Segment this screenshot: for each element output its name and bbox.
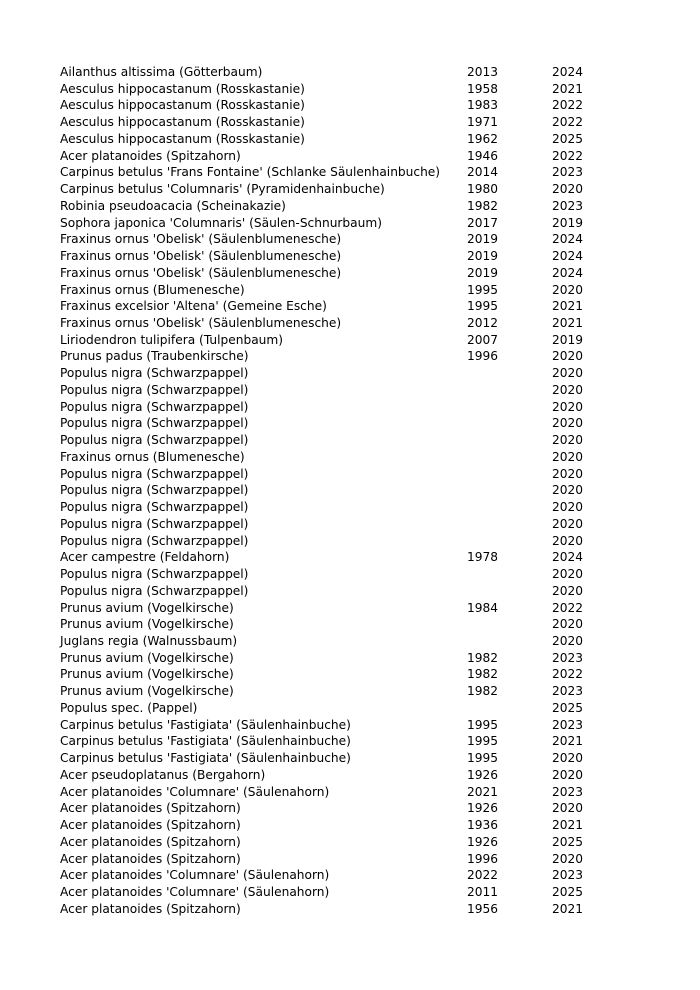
inspection-year-cell: 2020	[552, 500, 584, 515]
inspection-year-cell: 2024	[552, 265, 584, 280]
planting-year-cell: 1982	[467, 650, 499, 665]
inspection-year-cell: 2020	[552, 349, 584, 364]
table-row	[60, 750, 612, 767]
table-row	[60, 834, 612, 851]
inspection-year-cell: 2020	[552, 801, 584, 816]
table-row	[60, 399, 612, 416]
inspection-year-cell: 2022	[552, 600, 584, 615]
tree-species-cell: Prunus avium (Vogelkirsche)	[60, 684, 234, 699]
inspection-year-cell: 2022	[552, 148, 584, 163]
planting-year-cell	[467, 516, 552, 533]
tree-species-cell: Aesculus hippocastanum (Rosskastanie)	[60, 131, 305, 146]
planting-year-cell: 2014	[467, 165, 499, 180]
planting-year-cell: 1996	[467, 349, 499, 364]
planting-year-cell	[467, 466, 552, 483]
table-row	[60, 600, 612, 617]
inspection-year-cell: 2023	[552, 165, 584, 180]
table-row	[60, 148, 612, 165]
inspection-year-cell: 2023	[552, 784, 584, 799]
table-row	[60, 415, 612, 432]
planting-year-cell: 1995	[467, 734, 499, 749]
table-row	[60, 382, 612, 399]
inspection-year-cell: 2019	[552, 215, 584, 230]
tree-species-cell: Carpinus betulus 'Fastigiata' (Säulenhainbuche)	[60, 734, 351, 749]
table-row	[60, 549, 612, 566]
table-row	[60, 164, 612, 181]
planting-year-cell: 1984	[467, 600, 499, 615]
planting-year-cell: 2019	[467, 249, 499, 264]
tree-species-cell: Prunus avium (Vogelkirsche)	[60, 617, 234, 632]
tree-species-cell: Fraxinus ornus 'Obelisk' (Säulenblumenesche)	[60, 249, 342, 264]
planting-year-cell	[467, 700, 552, 717]
inspection-year-cell: 2021	[552, 901, 584, 916]
table-row	[60, 616, 612, 633]
inspection-year-cell: 2020	[552, 399, 584, 414]
table-row	[60, 666, 612, 683]
planting-year-cell: 1995	[467, 282, 499, 297]
planting-year-cell: 2013	[467, 65, 499, 79]
tree-species-cell: Carpinus betulus 'Columnaris' (Pyramidenhainbuche)	[60, 182, 385, 197]
table-row	[60, 482, 612, 499]
planting-year-cell: 1971	[467, 115, 499, 130]
inspection-year-cell: 2020	[552, 617, 584, 632]
planting-year-cell: 1983	[467, 98, 499, 113]
inspection-year-cell: 2020	[552, 583, 584, 598]
inspection-year-cell: 2021	[552, 81, 584, 96]
tree-species-cell: Prunus avium (Vogelkirsche)	[60, 667, 234, 682]
inspection-year-cell: 2023	[552, 198, 584, 213]
table-row	[60, 298, 612, 315]
planting-year-cell: 2007	[467, 332, 499, 347]
table-row	[60, 516, 612, 533]
tree-species-cell: Populus nigra (Schwarzpappel)	[60, 382, 249, 397]
planting-year-cell: 1926	[467, 801, 499, 816]
table-row	[60, 633, 612, 650]
planting-year-cell	[467, 399, 552, 416]
tree-species-cell: Populus nigra (Schwarzpappel)	[60, 366, 249, 381]
table-row	[60, 181, 612, 198]
table-row	[60, 650, 612, 667]
planting-year-cell: 1982	[467, 198, 499, 213]
tree-species-cell: Carpinus betulus 'Fastigiata' (Säulenhainbuche)	[60, 751, 351, 766]
inspection-year-cell: 2020	[552, 382, 584, 397]
tree-species-cell: Acer pseudoplatanus (Bergahorn)	[60, 767, 266, 782]
inspection-year-cell: 2020	[552, 466, 584, 481]
table-row	[60, 449, 612, 466]
inspection-year-cell: 2024	[552, 249, 584, 264]
planting-year-cell	[467, 482, 552, 499]
table-row	[60, 248, 612, 265]
inspection-year-cell: 2025	[552, 131, 584, 146]
planting-year-cell: 1980	[467, 182, 499, 197]
inspection-year-cell: 2020	[552, 366, 584, 381]
table-row	[60, 81, 612, 98]
planting-year-cell: 2022	[467, 868, 499, 883]
inspection-year-cell: 2021	[552, 818, 584, 833]
planting-year-cell: 1956	[467, 901, 499, 916]
tree-species-cell: Acer platanoides (Spitzahorn)	[60, 818, 241, 833]
tree-species-cell: Populus nigra (Schwarzpappel)	[60, 466, 249, 481]
table-row	[60, 348, 612, 365]
table-row	[60, 700, 612, 717]
inspection-year-cell: 2024	[552, 65, 584, 79]
inspection-year-cell: 2023	[552, 717, 584, 732]
table-row	[60, 800, 612, 817]
tree-species-cell: Populus nigra (Schwarzpappel)	[60, 416, 249, 431]
planting-year-cell: 1946	[467, 148, 499, 163]
tree-species-cell: Aesculus hippocastanum (Rosskastanie)	[60, 115, 305, 130]
inspection-year-cell: 2020	[552, 533, 584, 548]
tree-species-cell: Populus nigra (Schwarzpappel)	[60, 516, 249, 531]
inspection-year-cell: 2020	[552, 449, 584, 464]
table-row	[60, 717, 612, 734]
inspection-year-cell: 2021	[552, 734, 584, 749]
tree-list-table	[60, 64, 612, 917]
table-row	[60, 683, 612, 700]
planting-year-cell: 1958	[467, 81, 499, 96]
planting-year-cell: 1962	[467, 131, 499, 146]
tree-species-cell: Prunus avium (Vogelkirsche)	[60, 600, 234, 615]
inspection-year-cell: 2025	[552, 884, 584, 899]
tree-species-cell: Prunus padus (Traubenkirsche)	[60, 349, 249, 364]
planting-year-cell: 1996	[467, 851, 499, 866]
inspection-year-cell: 2020	[552, 516, 584, 531]
planting-year-cell	[467, 633, 552, 650]
inspection-year-cell: 2025	[552, 834, 584, 849]
planting-year-cell: 1982	[467, 667, 499, 682]
planting-year-cell: 2019	[467, 232, 499, 247]
tree-list-body	[60, 64, 612, 917]
inspection-year-cell: 2025	[552, 700, 584, 715]
tree-species-cell: Acer platanoides (Spitzahorn)	[60, 851, 241, 866]
planting-year-cell: 1926	[467, 834, 499, 849]
inspection-year-cell: 2024	[552, 550, 584, 565]
table-row	[60, 114, 612, 131]
table-row	[60, 466, 612, 483]
table-row	[60, 198, 612, 215]
tree-species-cell: Fraxinus ornus 'Obelisk' (Säulenblumenesche)	[60, 316, 342, 331]
planting-year-cell: 2017	[467, 215, 499, 230]
planting-year-cell	[467, 583, 552, 600]
inspection-year-cell: 2020	[552, 767, 584, 782]
planting-year-cell	[467, 616, 552, 633]
planting-year-cell: 2011	[467, 884, 499, 899]
planting-year-cell: 2012	[467, 316, 499, 331]
tree-species-cell: Prunus avium (Vogelkirsche)	[60, 650, 234, 665]
planting-year-cell	[467, 382, 552, 399]
table-row	[60, 767, 612, 784]
inspection-year-cell: 2020	[552, 282, 584, 297]
tree-species-cell: Aesculus hippocastanum (Rosskastanie)	[60, 98, 305, 113]
inspection-year-cell: 2020	[552, 567, 584, 582]
inspection-year-cell: 2020	[552, 751, 584, 766]
planting-year-cell: 1995	[467, 751, 499, 766]
table-row	[60, 365, 612, 382]
table-row	[60, 315, 612, 332]
inspection-year-cell: 2020	[552, 433, 584, 448]
inspection-year-cell: 2024	[552, 232, 584, 247]
table-row	[60, 884, 612, 901]
table-row	[60, 851, 612, 868]
table-row	[60, 332, 612, 349]
planting-year-cell: 2021	[467, 784, 499, 799]
planting-year-cell	[467, 499, 552, 516]
planting-year-cell	[467, 449, 552, 466]
inspection-year-cell: 2022	[552, 98, 584, 113]
inspection-year-cell: 2022	[552, 115, 584, 130]
inspection-year-cell: 2020	[552, 851, 584, 866]
planting-year-cell: 1978	[467, 550, 499, 565]
table-row	[60, 566, 612, 583]
tree-species-cell: Populus nigra (Schwarzpappel)	[60, 399, 249, 414]
planting-year-cell: 1982	[467, 684, 499, 699]
tree-species-cell: Ailanthus altissima (Götterbaum)	[60, 65, 263, 79]
table-row	[60, 733, 612, 750]
tree-species-cell: Acer platanoides (Spitzahorn)	[60, 834, 241, 849]
inspection-year-cell: 2020	[552, 483, 584, 498]
tree-species-cell: Robinia pseudoacacia (Scheinakazie)	[60, 198, 286, 213]
tree-species-cell: Aesculus hippocastanum (Rosskastanie)	[60, 81, 305, 96]
inspection-year-cell: 2020	[552, 633, 584, 648]
inspection-year-cell: 2023	[552, 650, 584, 665]
inspection-year-cell: 2020	[552, 416, 584, 431]
tree-species-cell: Acer platanoides 'Columnare' (Säulenahorn)	[60, 868, 330, 883]
table-row	[60, 215, 612, 232]
inspection-year-cell: 2020	[552, 182, 584, 197]
planting-year-cell	[467, 432, 552, 449]
table-row	[60, 867, 612, 884]
inspection-year-cell: 2019	[552, 332, 584, 347]
tree-species-cell: Fraxinus ornus 'Obelisk' (Säulenblumenesche)	[60, 232, 342, 247]
tree-species-cell: Populus nigra (Schwarzpappel)	[60, 483, 249, 498]
tree-species-cell: Acer platanoides (Spitzahorn)	[60, 148, 241, 163]
table-row	[60, 131, 612, 148]
tree-species-cell: Liriodendron tulipifera (Tulpenbaum)	[60, 332, 284, 347]
tree-species-cell: Fraxinus ornus (Blumenesche)	[60, 449, 245, 464]
planting-year-cell: 1926	[467, 767, 499, 782]
tree-species-cell: Populus spec. (Pappel)	[60, 700, 198, 715]
tree-species-cell: Populus nigra (Schwarzpappel)	[60, 567, 249, 582]
tree-species-cell: Fraxinus ornus (Blumenesche)	[60, 282, 245, 297]
tree-species-cell: Sophora japonica 'Columnaris' (Säulen-Schnurbaum)	[60, 215, 382, 230]
inspection-year-cell: 2021	[552, 316, 584, 331]
inspection-year-cell: 2021	[552, 299, 584, 314]
tree-species-cell: Carpinus betulus 'Fastigiata' (Säulenhainbuche)	[60, 717, 351, 732]
tree-species-cell: Populus nigra (Schwarzpappel)	[60, 433, 249, 448]
planting-year-cell: 1995	[467, 717, 499, 732]
table-row	[60, 282, 612, 299]
tree-species-cell: Juglans regia (Walnussbaum)	[60, 633, 238, 648]
tree-species-cell: Acer platanoides (Spitzahorn)	[60, 901, 241, 916]
tree-species-cell: Populus nigra (Schwarzpappel)	[60, 500, 249, 515]
table-row	[60, 64, 612, 81]
inspection-year-cell: 2023	[552, 684, 584, 699]
planting-year-cell: 2019	[467, 265, 499, 280]
table-row	[60, 533, 612, 550]
table-row	[60, 231, 612, 248]
table-row	[60, 901, 612, 918]
tree-species-cell: Acer platanoides (Spitzahorn)	[60, 801, 241, 816]
tree-species-cell: Fraxinus excelsior 'Altena' (Gemeine Esche)	[60, 299, 327, 314]
inspection-year-cell: 2023	[552, 868, 584, 883]
table-row	[60, 817, 612, 834]
tree-species-cell: Acer campestre (Feldahorn)	[60, 550, 230, 565]
table-row	[60, 265, 612, 282]
planting-year-cell: 1995	[467, 299, 499, 314]
tree-species-cell: Acer platanoides 'Columnare' (Säulenahorn)	[60, 784, 330, 799]
table-row	[60, 784, 612, 801]
table-row	[60, 97, 612, 114]
tree-species-cell: Acer platanoides 'Columnare' (Säulenahorn)	[60, 884, 330, 899]
planting-year-cell	[467, 566, 552, 583]
inspection-year-cell: 2022	[552, 667, 584, 682]
table-row	[60, 499, 612, 516]
planting-year-cell	[467, 365, 552, 382]
tree-species-cell: Carpinus betulus 'Frans Fontaine' (Schlanke Säulenhainbuche)	[60, 165, 441, 180]
tree-species-cell: Fraxinus ornus 'Obelisk' (Säulenblumenesche)	[60, 265, 342, 280]
tree-species-cell: Populus nigra (Schwarzpappel)	[60, 583, 249, 598]
planting-year-cell	[467, 533, 552, 550]
table-row	[60, 432, 612, 449]
planting-year-cell	[467, 415, 552, 432]
planting-year-cell: 1936	[467, 818, 499, 833]
tree-species-cell: Populus nigra (Schwarzpappel)	[60, 533, 249, 548]
table-row	[60, 583, 612, 600]
